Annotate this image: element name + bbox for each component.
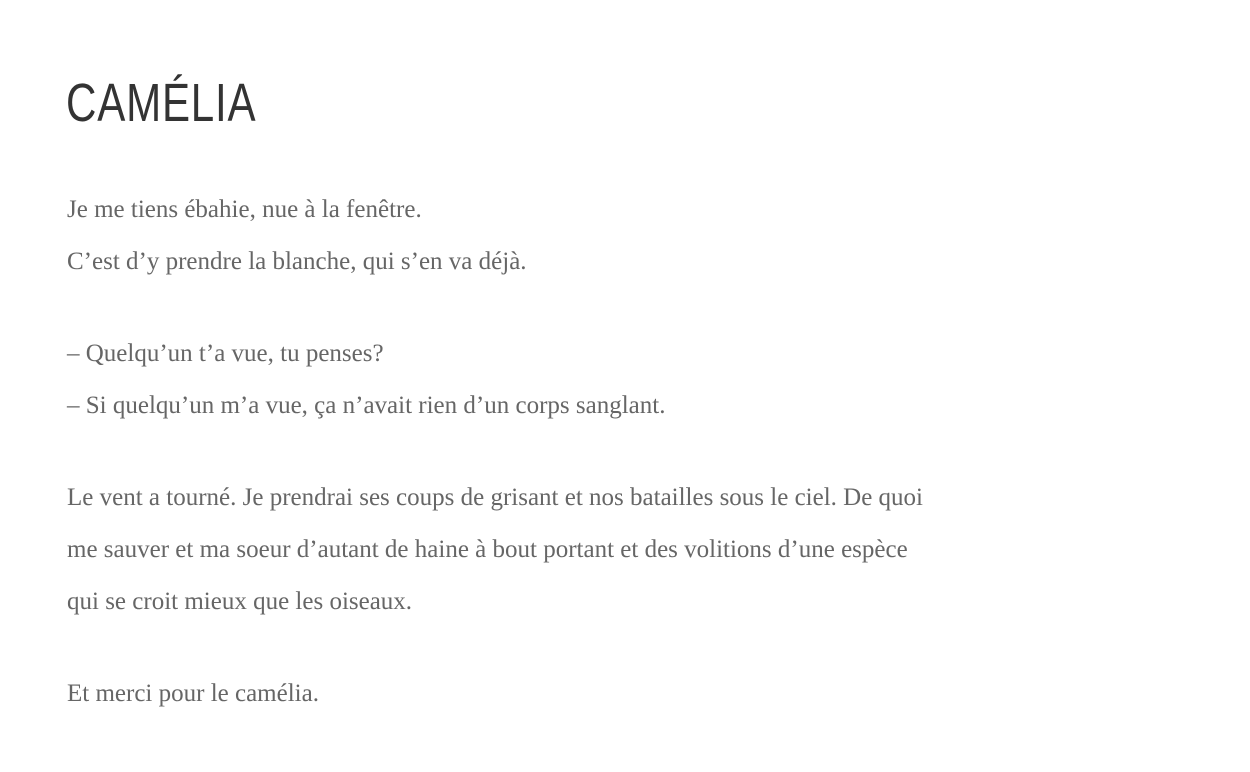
poem-title: CAMÉLIA [66,73,257,133]
stanza-3 [67,472,923,628]
poem-line: C’est d’y prendre la blanche, qui s’en va déjà. [67,248,527,275]
poem-line: qui se croit mieux que les oiseaux. [67,588,413,615]
poem-line: – Si quelqu’un m’a vue, ça n’avait rien d’un corps sanglant. [67,392,666,419]
poem-line: Le vent a tourné. Je prendrai ses coups de grisant et nos batailles sous le ciel. De quoi [67,484,924,511]
stanza-4 [67,668,319,720]
poem-line: Et merci pour le camélia. [67,680,319,707]
poem-line: – Quelqu’un t’a vue, tu penses? [67,340,384,367]
poem-line: Je me tiens ébahie, nue à la fenêtre. [67,196,422,223]
stanza-2 [67,328,665,432]
stanza-1 [67,184,527,288]
poem-line: me sauver et ma soeur d’autant de haine à bout portant et des volitions d’une espèce [67,536,908,563]
